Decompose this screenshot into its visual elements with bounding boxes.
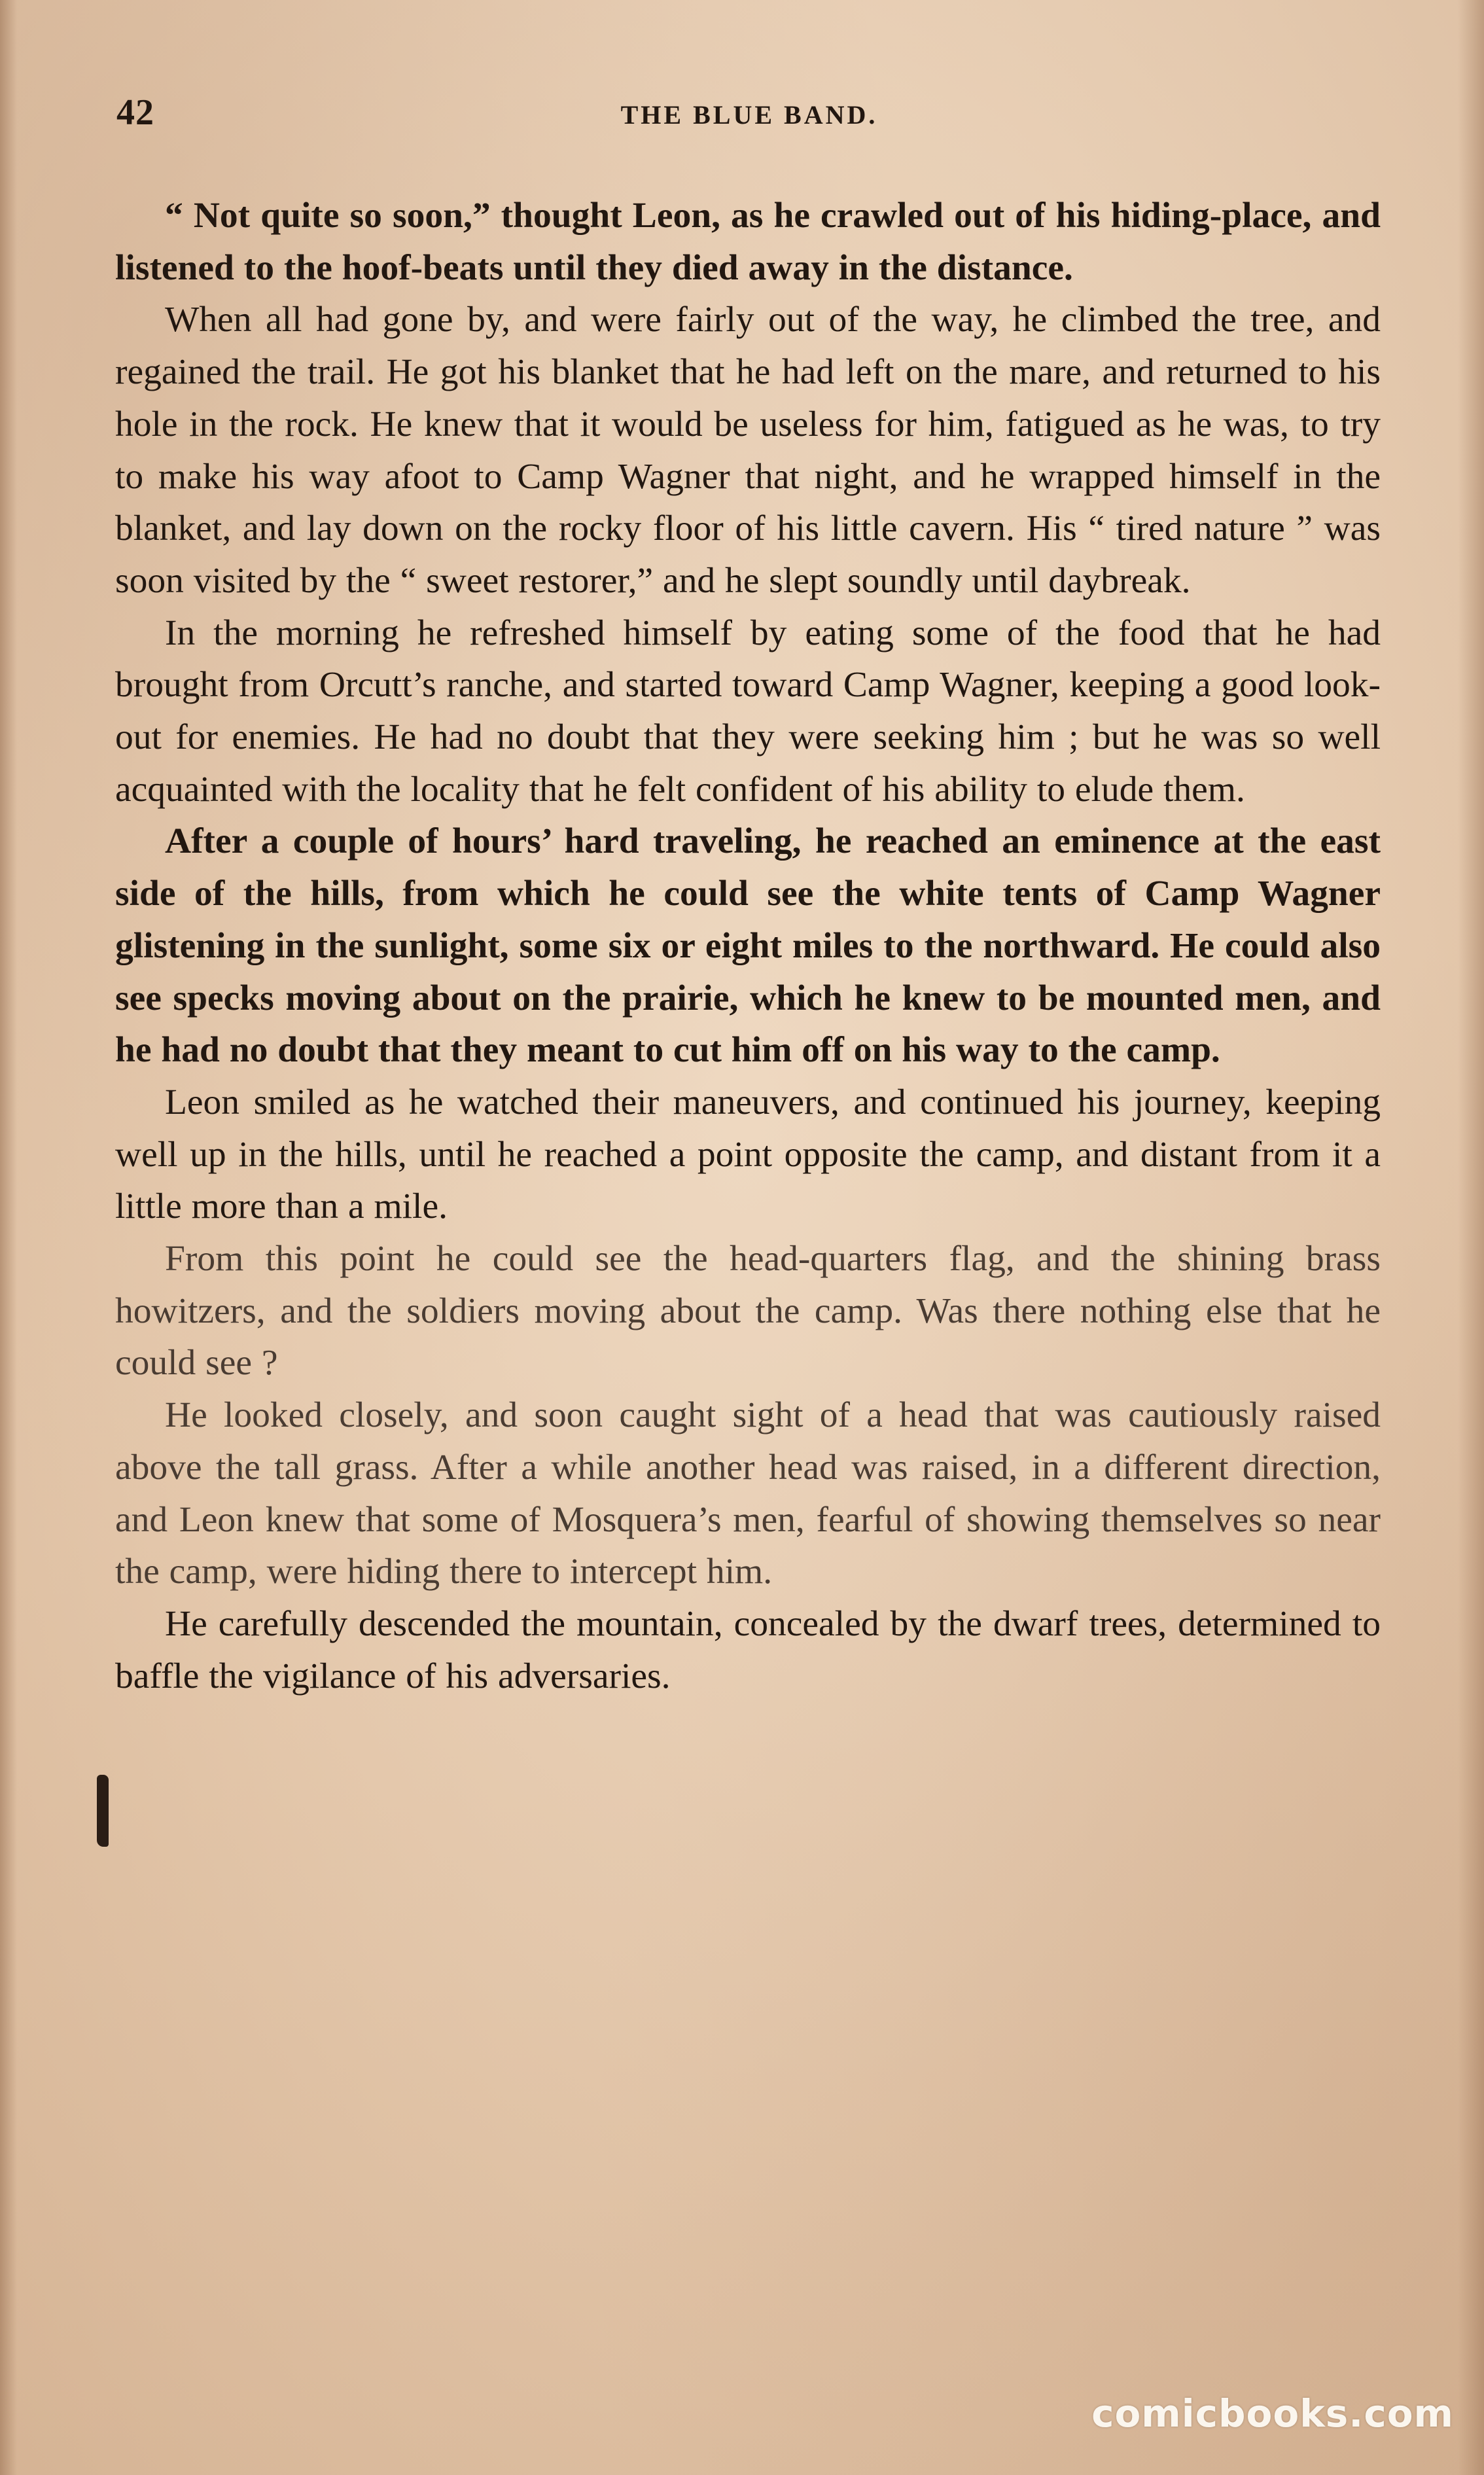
- running-head: THE BLUE BAND.: [620, 100, 878, 130]
- page-edge-shadow-right: [1458, 0, 1484, 2475]
- paragraph: He carefully descended the mountain, concealed by the dwarf trees, determined to baffle the vigilance of his adversaries.: [115, 1603, 1381, 1696]
- paragraph: From this point he could see the head-quarters flag, and the shining brass howitzers, and the soldiers moving about the camp. Was there nothing else that he could see ?: [115, 1239, 1381, 1383]
- paragraph: After a couple of hours’ hard traveling, he reached an eminence at the east side of the hills, from which he could see the white tents of Camp Wagner glistening in the sunlight, some six or eight miles to the northward. He could also see specks moving about on the prairie, which he knew to be mounted men, and he had no doubt that they meant to cut him off on his way to the camp.: [115, 821, 1381, 1071]
- paragraph: “ Not quite so soon,” thought Leon, as he crawled out of his hiding-place, and listened to the hoof-beats until they died away in the distance.: [115, 196, 1381, 288]
- paragraph: Leon smiled as he watched their maneuvers, and continued his journey, keeping well up in the hills, until he reached a point opposite the camp, and distant from it a little more than a mile.: [115, 1082, 1381, 1227]
- page-header: [116, 92, 1382, 144]
- paragraph: When all had gone by, and were fairly out of the way, he climbed the tree, and regained the trail. He got his blanket that he had left on the mare, and returned to his hole in the rock. He knew that it would be useless for him, fatigued as he was, to try to make his way afoot to Camp Wagner that night, and he wrapped himself in the blanket, and lay down on the rocky floor of his little cavern. His “ tired nature ” was soon visited by the “ sweet restorer,” and he slept soundly until daybreak.: [115, 300, 1381, 601]
- watermark: comicbooks.com: [1091, 2391, 1454, 2436]
- page-edge-shadow-left: [0, 0, 17, 2475]
- body-text: [115, 190, 1381, 1702]
- page-number: 42: [116, 92, 154, 133]
- paragraph: He looked closely, and soon caught sight of a head that was cautiously raised above the tall grass. After a while another head was raised, in a different direction, and Leon knew that some of Mosquera’s men, fearful of showing themselves so near the camp, were hiding there to intercept him.: [115, 1395, 1381, 1592]
- paragraph: In the morning he refreshed himself by eating some of the food that he had brought from Orcutt’s ranche, and started toward Camp Wagner, keeping a good look-out for enemies. He had no doubt that they were seeking him ; but he was so well acquainted with the locality that he felt confident of his ability to elude them.: [115, 613, 1381, 810]
- ink-blot-mark: [97, 1775, 109, 1847]
